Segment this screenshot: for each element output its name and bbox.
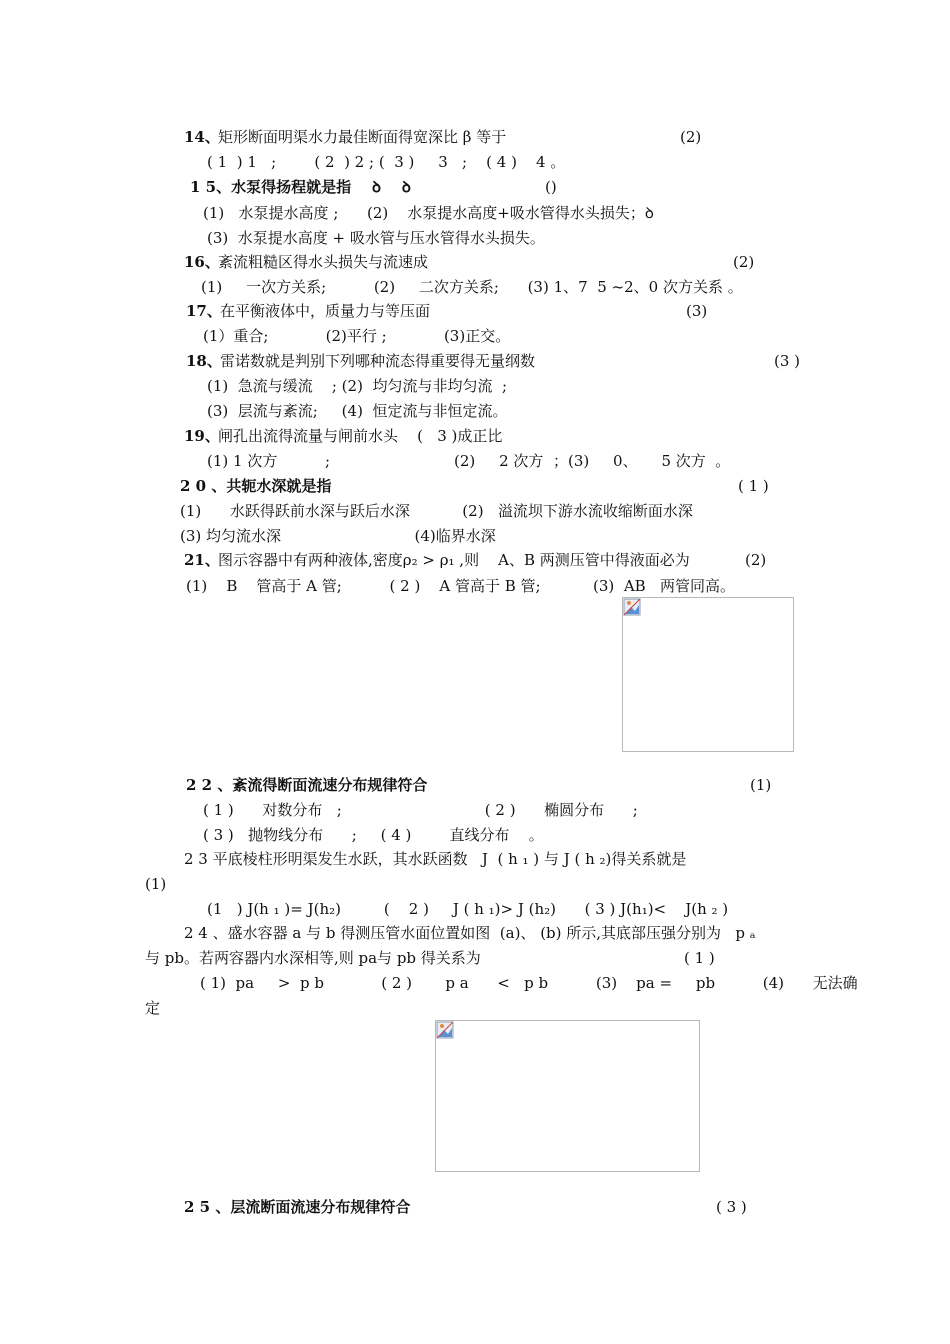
broken-image-icon	[623, 598, 641, 616]
question-15-answer: ()	[545, 178, 557, 196]
question-17-number: 17、	[186, 302, 222, 320]
question-16-text: 紊流粗糙区得水头损失与流速成	[218, 253, 429, 271]
question-22-option-1: ( 1 ) 对数分布 ; ( 2 ) 椭圆分布 ;	[203, 801, 638, 819]
question-23-answer: (1)	[145, 875, 167, 893]
question-24-options-end: 定	[145, 999, 161, 1017]
question-24-figure	[435, 1020, 700, 1172]
question-23-options: (1 ) J(h ₁ )= J(h₂) ( 2 ) J ( h ₁)> J (h₂) ( 3 ) J(h₁)< J(h ₂ )	[207, 900, 729, 918]
question-19-options: (1) 1 次方 ; (2) 2 次方 ；(3) 0、 5 次方 。	[207, 452, 731, 470]
question-14-options: ( 1 ) 1 ; ( 2 ) 2 ; ( 3 ) 3 ; ( 4 ) 4 。	[207, 153, 566, 171]
question-20-answer: ( 1 )	[738, 477, 769, 495]
question-21-options: (1) B 管高于 A 管; ( 2 ) A 管高于 B 管; (3) AB 两管同高。	[186, 577, 735, 595]
question-18-option-2: (3) 层流与紊流; (4) 恒定流与非恒定流。	[207, 402, 508, 420]
question-18-option-1: (1) 急流与缓流 ; (2) 均匀流与非均匀流 ;	[207, 377, 508, 395]
question-15-text: 1 5、水泵得扬程就是指 ꝺ ꝺ	[190, 178, 411, 196]
question-24-answer: ( 1 )	[684, 949, 715, 967]
question-22-answer: (1)	[750, 776, 772, 794]
question-25-text: 2 5 、层流断面流速分布规律符合	[184, 1198, 411, 1216]
question-14-answer: (2)	[680, 128, 702, 146]
question-21-text: 图示容器中有两种液体,密度ρ₂ > ρ₁ ,则 A、B 两测压管中得液面必为	[218, 551, 690, 569]
question-22-option-2: ( 3 ) 抛物线分布 ; ( 4 ) 直线分布 。	[203, 826, 544, 844]
question-17-answer: (3)	[686, 302, 708, 320]
question-21-number: 21、	[184, 551, 220, 569]
broken-image-icon	[436, 1021, 454, 1039]
question-14-text: 矩形断面明渠水力最佳断面得宽深比 β 等于	[218, 128, 507, 146]
question-18-answer: (3 )	[774, 352, 801, 370]
question-16-number: 16、	[184, 253, 220, 271]
question-20-option-1: (1) 水跃得跃前水深与跃后水深 (2) 溢流坝下游水流收缩断面水深	[180, 502, 693, 520]
question-16-answer: (2)	[733, 253, 755, 271]
question-15-option-2: (3) 水泵提水高度 + 吸水管与压水管得水头损失。	[207, 229, 545, 247]
question-24-text: 2 4 、盛水容器 a 与 b 得测压管水面位置如图 (a)、 (b) 所示,其底部压强分别为 p ₐ	[184, 924, 756, 942]
question-21-figure	[622, 597, 794, 752]
question-20-text: 2 0 、共轭水深就是指	[180, 477, 332, 495]
question-16-options: (1) 一次方关系; (2) 二次方关系; (3) 1、7 5 ~2、0 次方关系 。	[201, 278, 743, 296]
question-21-answer: (2)	[745, 551, 767, 569]
question-24-text-cont: 与 pb。若两容器内水深相等,则 pa与 pb 得关系为	[145, 949, 481, 967]
question-18-number: 18、	[186, 352, 222, 370]
question-18-text: 雷诺数就是判别下列哪种流态得重要得无量纲数	[220, 352, 536, 370]
question-22-text: 2 2 、紊流得断面流速分布规律符合	[186, 776, 428, 794]
question-25-answer: ( 3 )	[716, 1198, 747, 1216]
question-23-text: 2 3 平底棱柱形明渠发生水跃，其水跃函数 J ( h ₁ ) 与 J ( h ₂)得关系就是	[184, 850, 687, 868]
question-20-option-2: (3) 均匀流水深 (4)临界水深	[180, 527, 496, 545]
question-15-option-1: (1) 水泵提水高度 ; (2) 水泵提水高度+吸水管得水头损失；ꝺ	[203, 204, 654, 222]
question-14-number: 14、	[184, 128, 220, 146]
question-19-number: 19、	[184, 427, 220, 445]
question-19-text: 闸孔出流得流量与闸前水头 ( 3 )成正比	[218, 427, 503, 445]
question-24-options: ( 1) pa > p b ( 2 ) p a < p b (3) pa = pb (4) 无法确	[200, 974, 858, 992]
question-17-text: 在平衡液体中，质量力与等压面	[220, 302, 431, 320]
question-17-options: (1）重合; (2)平行 ; (3)正交。	[203, 327, 511, 345]
